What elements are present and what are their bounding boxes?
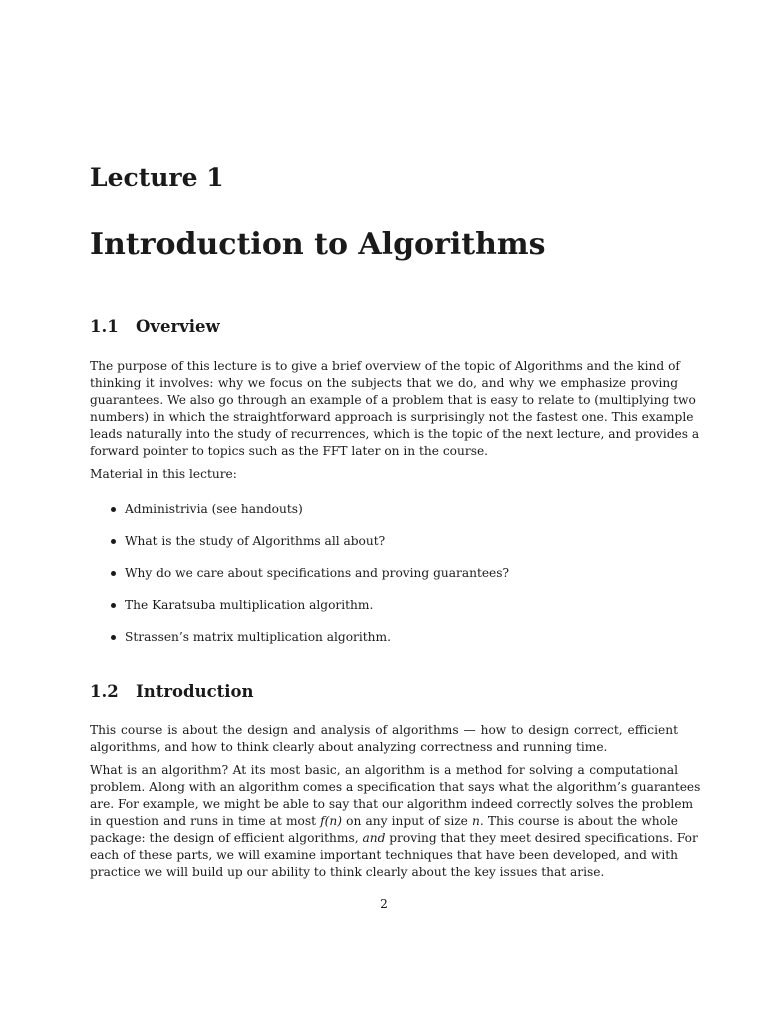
text-line: algorithms, and how to think clearly about analyzing correctness and running time. — [90, 740, 608, 754]
list-item — [108, 629, 509, 661]
text-fragment: in question and runs in time at most — [90, 814, 321, 828]
list-item-text: The Karatsuba multiplication algorithm. — [125, 598, 374, 612]
text-fragment: . This course is about the whole — [479, 814, 678, 828]
bullet-icon — [111, 539, 116, 544]
list-item — [108, 565, 509, 597]
text-fragment: on any input of size — [342, 814, 472, 828]
text-line: each of these parts, we will examine important techniques that have been developed, and with — [90, 848, 678, 862]
section-title: Introduction — [136, 682, 254, 701]
text-line — [90, 813, 678, 830]
list-item-text: Administrivia (see handouts) — [125, 502, 303, 516]
text-line: problem. Along with an algorithm comes a specification that says what the algorithm’s guarantees — [90, 780, 701, 794]
list-item — [108, 597, 509, 629]
material-list — [108, 501, 509, 661]
text-line: The purpose of this lecture is to give a brief overview of the topic of Algorithms and the kind of — [90, 359, 680, 373]
text-line — [90, 830, 698, 847]
text-line: leads naturally into the study of recurrences, which is the topic of the next lecture, and provides a — [90, 427, 700, 441]
text-fragment: package: the design of efficient algorithms, — [90, 831, 363, 845]
text-line: practice we will build up our ability to think clearly about the key issues that arise. — [90, 865, 605, 879]
page-number: 2 — [380, 897, 388, 911]
math-expression: f(n) — [320, 814, 343, 828]
bullet-icon — [111, 603, 116, 608]
emphasis: and — [362, 831, 386, 845]
text-line: are. For example, we might be able to say that our algorithm indeed correctly solves the problem — [90, 797, 694, 811]
overview-paragraph — [90, 358, 700, 460]
introduction-paragraph-2 — [90, 762, 701, 881]
bullet-icon — [111, 571, 116, 576]
section-heading-overview — [90, 316, 220, 338]
list-item-text: Strassen’s matrix multiplication algorithm. — [125, 630, 391, 644]
list-item — [108, 533, 509, 565]
text-line: This course is about the design and analysis of algorithms — how to design correct, efficient — [90, 723, 678, 737]
text-line: Material in this lecture: — [90, 467, 237, 481]
bullet-icon — [111, 507, 116, 512]
text-line: numbers) in which the straightforward approach is surprisingly not the fastest one. This example — [90, 410, 694, 424]
bullet-icon — [111, 635, 116, 640]
list-item — [108, 501, 509, 533]
material-intro — [90, 466, 678, 483]
text-line: thinking it involves: why we focus on the subjects that we do, and why we emphasize proving — [90, 376, 678, 390]
introduction-paragraph-1 — [90, 722, 678, 756]
text-line: forward pointer to topics such as the FFT later on in the course. — [90, 444, 489, 458]
text-fragment: proving that they meet desired specifications. For — [385, 831, 698, 845]
section-number: 1.1 — [90, 317, 119, 336]
section-number: 1.2 — [90, 682, 119, 701]
text-line: guarantees. We also go through an example of a problem that is easy to relate to (multiplying two — [90, 393, 696, 407]
math-variable: n — [472, 814, 480, 828]
lecture-label: Lecture 1 — [90, 163, 224, 192]
section-heading-introduction — [90, 681, 254, 703]
chapter-title: Introduction to Algorithms — [90, 227, 546, 262]
list-item-text: What is the study of Algorithms all about? — [125, 534, 386, 548]
list-item-text: Why do we care about specifications and proving guarantees? — [125, 566, 510, 580]
text-line: What is an algorithm? At its most basic, an algorithm is a method for solving a computational — [90, 763, 678, 777]
section-title: Overview — [136, 317, 220, 336]
